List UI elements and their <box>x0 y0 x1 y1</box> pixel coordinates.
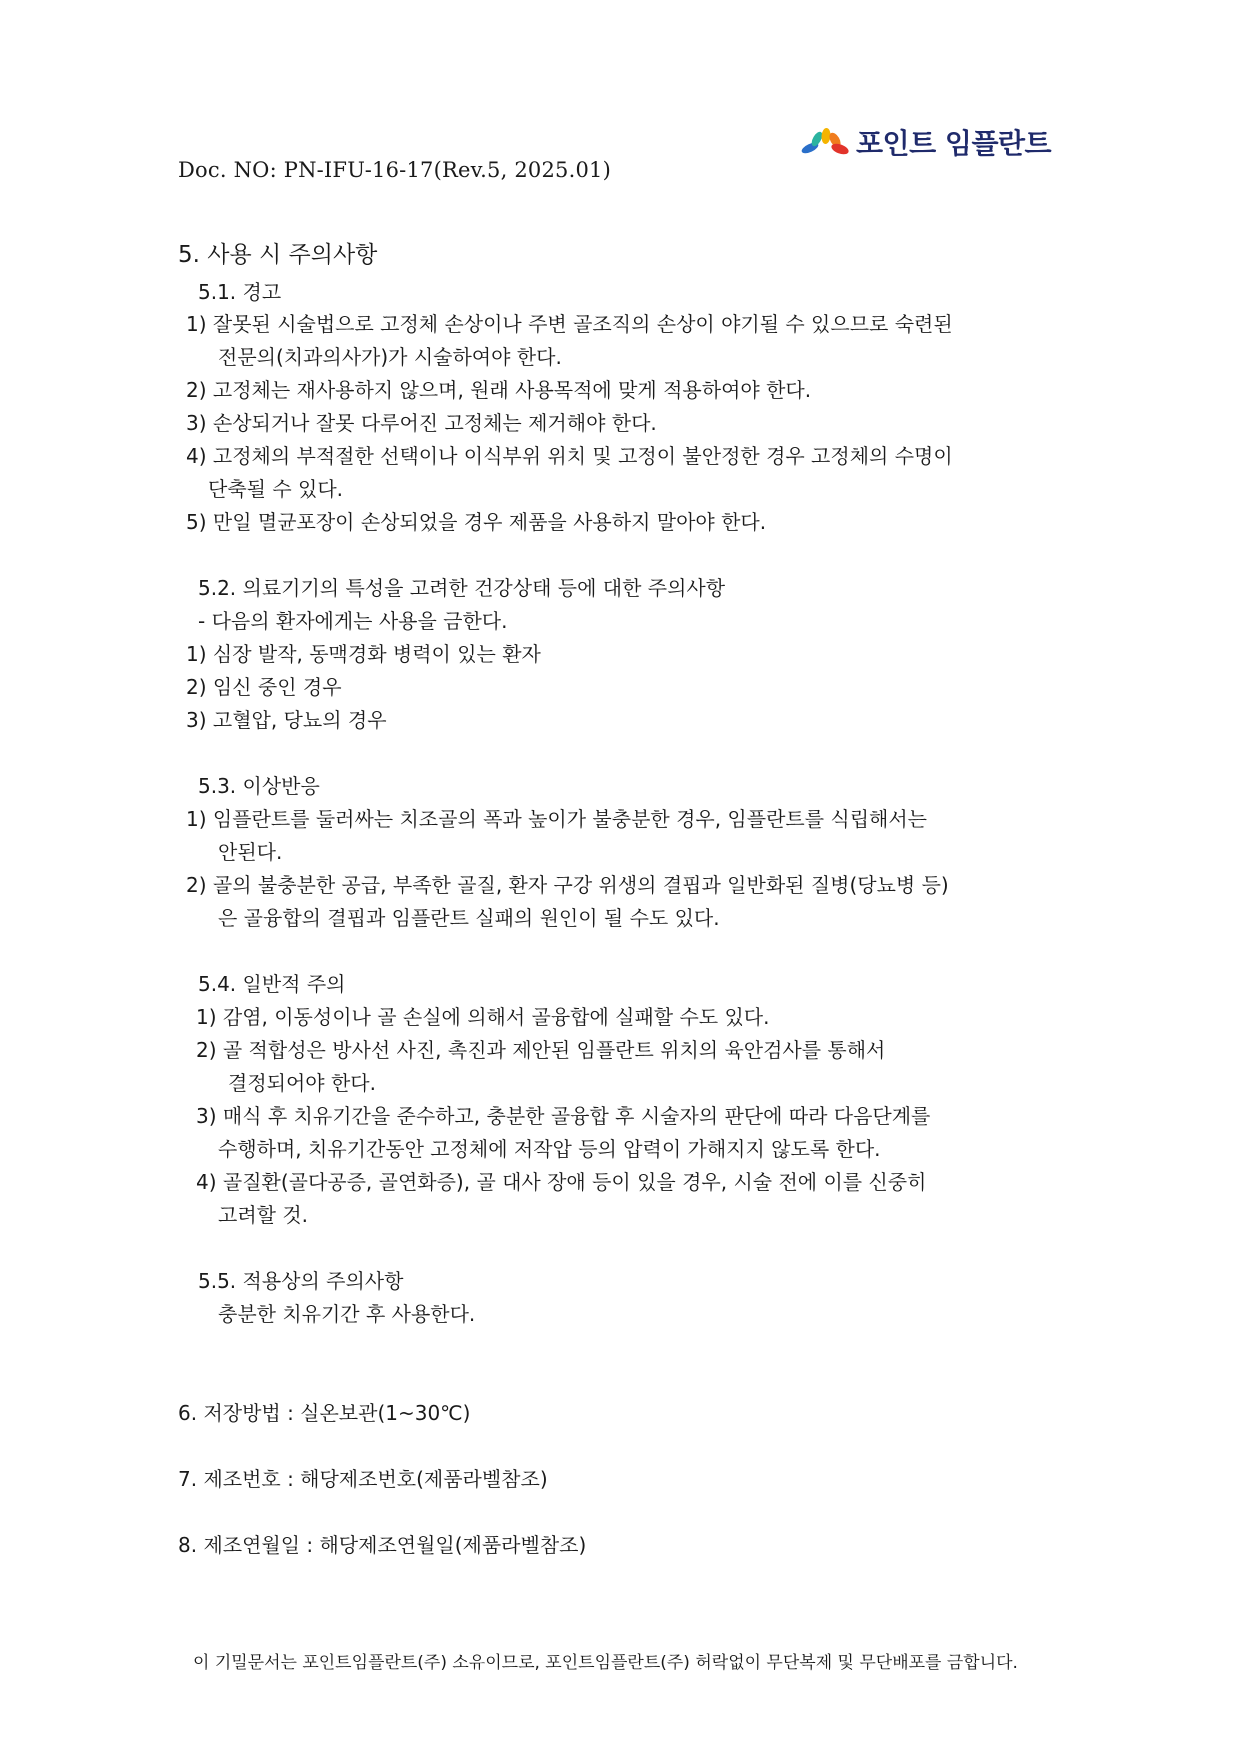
list-item: 1) 감염, 이동성이나 골 손실에 의해서 골융합에 실패할 수도 있다. <box>196 1005 770 1029</box>
list-item: 3) 고혈압, 당뇨의 경우 <box>186 708 387 732</box>
company-logo <box>800 122 1051 162</box>
logo-text: 포인트 임플란트 <box>856 127 1052 160</box>
list-item: 2) 골 적합성은 방사선 사진, 촉진과 제안된 임플란트 위치의 육안검사를 통해서 <box>196 1038 886 1062</box>
list-item: 고려할 것. <box>218 1203 308 1227</box>
section-5-title: 5. 사용 시 주의사항 <box>178 242 378 268</box>
list-item: 3) 매식 후 치유기간을 준수하고, 충분한 골융합 후 시술자의 판단에 따라 다음단계를 <box>196 1104 931 1128</box>
section-5-2-title: 5.2. 의료기기의 특성을 고려한 건강상태 등에 대한 주의사항 <box>198 576 726 600</box>
list-item: 1) 심장 발작, 동맥경화 병력이 있는 환자 <box>186 642 541 666</box>
petal-fan-logo-icon <box>800 126 850 158</box>
list-item: 3) 손상되거나 잘못 다루어진 고정체는 제거해야 한다. <box>186 411 657 435</box>
list-item: 단축될 수 있다. <box>208 477 343 501</box>
list-item: 은 골융합의 결핍과 임플란트 실패의 원인이 될 수도 있다. <box>218 906 720 930</box>
section-6-storage: 6. 저장방법 : 실온보관(1~30℃) <box>178 1401 471 1425</box>
list-item: 2) 고정체는 재사용하지 않으며, 원래 사용목적에 맞게 적용하여야 한다. <box>186 378 812 402</box>
section-5-5-title: 5.5. 적용상의 주의사항 <box>198 1269 404 1293</box>
list-item: 5) 만일 멸균포장이 손상되었을 경우 제품을 사용하지 말아야 한다. <box>186 510 767 534</box>
list-item: 4) 고정체의 부적절한 선택이나 이식부위 위치 및 고정이 불안정한 경우 고정체의 수명이 <box>186 444 953 468</box>
list-item: 결정되어야 한다. <box>228 1071 376 1095</box>
section-5-1-title: 5.1. 경고 <box>198 280 282 304</box>
list-item: 1) 잘못된 시술법으로 고정체 손상이나 주변 골조직의 손상이 야기될 수 있으므로 숙련된 <box>186 312 953 336</box>
confidential-footer: 이 기밀문서는 포인트임플란트(주) 소유이므로, 포인트임플란트(주) 허락없이 무단복제 및 무단배포를 금합니다. <box>193 1653 1018 1673</box>
list-item: 4) 골질환(골다공증, 골연화증), 골 대사 장애 등이 있을 경우, 시술 전에 이를 신중히 <box>196 1170 927 1194</box>
list-item: 1) 임플란트를 둘러싸는 치조골의 폭과 높이가 불충분한 경우, 임플란트를 식립해서는 <box>186 807 927 831</box>
section-5-3-title: 5.3. 이상반응 <box>198 774 320 798</box>
list-item: 안된다. <box>218 840 283 864</box>
list-item: 2) 임신 중인 경우 <box>186 675 342 699</box>
document-number: Doc. NO: PN-IFU-16-17(Rev.5, 2025.01) <box>178 158 611 182</box>
section-8-manufacture-date: 8. 제조연월일 : 해당제조연월일(제품라벨참조) <box>178 1533 587 1557</box>
section-5-4-title: 5.4. 일반적 주의 <box>198 972 346 996</box>
list-item: 전문의(치과의사가)가 시술하여야 한다. <box>218 345 562 369</box>
list-item: - 다음의 환자에게는 사용을 금한다. <box>198 609 508 633</box>
section-7-lot-number: 7. 제조번호 : 해당제조번호(제품라벨참조) <box>178 1467 548 1491</box>
list-item: 2) 골의 불충분한 공급, 부족한 골질, 환자 구강 위생의 결핍과 일반화된 질병(당뇨병 등) <box>186 873 949 897</box>
list-item: 수행하며, 치유기간동안 고정체에 저작압 등의 압력이 가해지지 않도록 한다. <box>218 1137 881 1161</box>
list-item: 충분한 치유기간 후 사용한다. <box>218 1302 476 1326</box>
